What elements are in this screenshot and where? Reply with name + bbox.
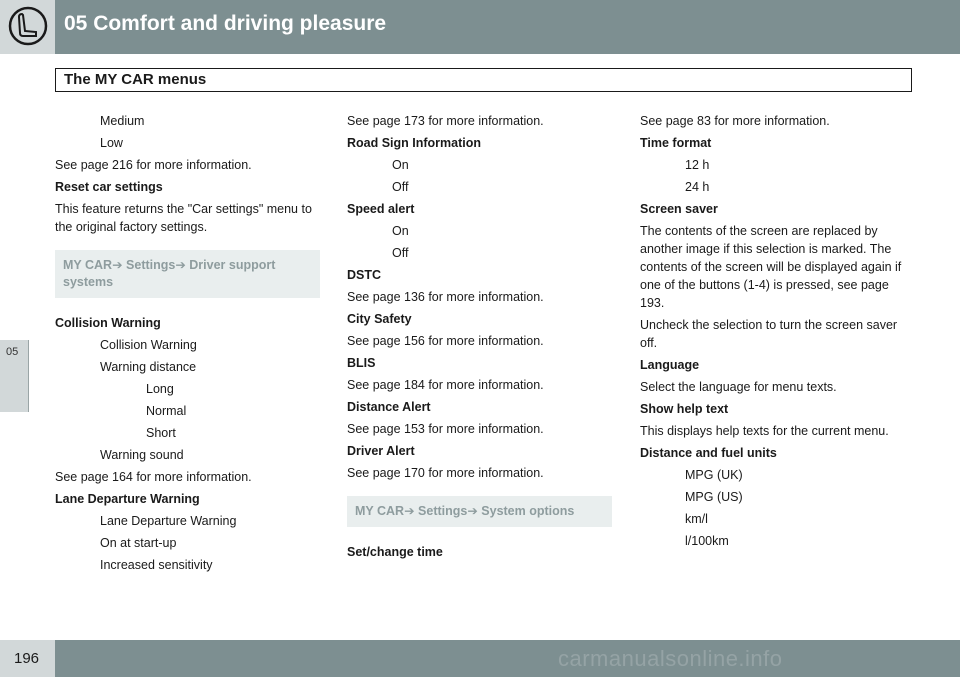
heading-language: Language	[640, 358, 700, 372]
option-on: On	[392, 158, 409, 172]
option-medium: Medium	[100, 114, 145, 128]
option-on: On	[392, 224, 409, 238]
heading-set-change-time: Set/change time	[347, 545, 443, 559]
option-24h: 24 h	[685, 180, 710, 194]
heading-distance-fuel-units: Distance and fuel units	[640, 446, 777, 460]
page-reference: See page 184 for more information.	[347, 378, 544, 392]
page-reference: See page 170 for more information.	[347, 466, 544, 480]
paragraph-reset: This feature returns the "Car settings" menu to the original factory settings.	[55, 202, 312, 234]
heading-time-format: Time format	[640, 136, 712, 150]
chapter-icon-box	[0, 0, 55, 54]
chapter-side-tab	[0, 340, 29, 412]
option-l-100km: l/100km	[685, 534, 729, 548]
heading-blis: BLIS	[347, 356, 376, 370]
page-reference: See page 83 for more information.	[640, 114, 830, 128]
heading-screen-saver: Screen saver	[640, 202, 718, 216]
heading-show-help-text: Show help text	[640, 402, 729, 416]
option-12h: 12 h	[685, 158, 710, 172]
page-reference: See page 216 for more information.	[55, 158, 252, 172]
watermark: carmanualsonline.info	[558, 646, 783, 671]
heading-collision-warning: Collision Warning	[55, 316, 161, 330]
heading-city-safety: City Safety	[347, 312, 412, 326]
option-off: Off	[392, 246, 409, 260]
menu-path-driver-support: MY CAR➔ Settings➔ Driver support systems	[55, 250, 320, 298]
option-mpg-uk: MPG (UK)	[685, 468, 743, 482]
option-normal: Normal	[146, 404, 187, 418]
option-mpg-us: MPG (US)	[685, 490, 743, 504]
option-warning-sound: Warning sound	[100, 448, 184, 462]
option-short: Short	[146, 426, 176, 440]
page-reference: See page 164 for more information.	[55, 470, 252, 484]
menu-path-system-options: MY CAR➔ Settings➔ System options	[347, 496, 612, 527]
option-on-at-start-up: On at start-up	[100, 536, 177, 550]
option-warning-distance: Warning distance	[100, 360, 197, 374]
side-tab-label: 05	[6, 346, 19, 358]
page-number: 196	[14, 650, 40, 667]
heading-road-sign-information: Road Sign Information	[347, 136, 482, 150]
page-reference: See page 153 for more information.	[347, 422, 544, 436]
option-increased-sensitivity: Increased sensitivity	[100, 558, 213, 572]
option-lane-departure-warning: Lane Departure Warning	[100, 514, 237, 528]
section-title: The MY CAR menus	[55, 68, 912, 92]
column-2	[347, 112, 612, 565]
paragraph-language: Select the language for menu texts.	[640, 380, 837, 394]
paragraph-screen-saver: The contents of the screen are replaced by another image if this selection is marked. The contents of the screen will be displayed again if one of the buttons (1-4) is pressed, see page 193.	[640, 224, 902, 310]
heading-distance-alert: Distance Alert	[347, 400, 431, 414]
heading-speed-alert: Speed alert	[347, 202, 415, 216]
footer-bar	[0, 640, 960, 677]
chapter-title: 05 Comfort and driving pleasure	[64, 12, 387, 35]
option-long: Long	[146, 382, 174, 396]
heading-lane-departure-warning: Lane Departure Warning	[55, 492, 200, 506]
heading-dstc: DSTC	[347, 268, 382, 282]
page-number-box	[0, 640, 55, 677]
option-low: Low	[100, 136, 123, 150]
paragraph-uncheck: Uncheck the selection to turn the screen saver off.	[640, 318, 898, 350]
seat-icon	[8, 6, 48, 46]
page-reference: See page 173 for more information.	[347, 114, 544, 128]
option-collision-warning: Collision Warning	[100, 338, 197, 352]
option-km-l: km/l	[685, 512, 708, 526]
page-reference: See page 156 for more information.	[347, 334, 544, 348]
page-reference: See page 136 for more information.	[347, 290, 544, 304]
column-1	[55, 112, 320, 578]
heading-driver-alert: Driver Alert	[347, 444, 415, 458]
heading-reset-car-settings: Reset car settings	[55, 180, 163, 194]
option-off: Off	[392, 180, 409, 194]
column-3	[640, 112, 908, 554]
paragraph-help-text: This displays help texts for the current menu.	[640, 424, 889, 438]
